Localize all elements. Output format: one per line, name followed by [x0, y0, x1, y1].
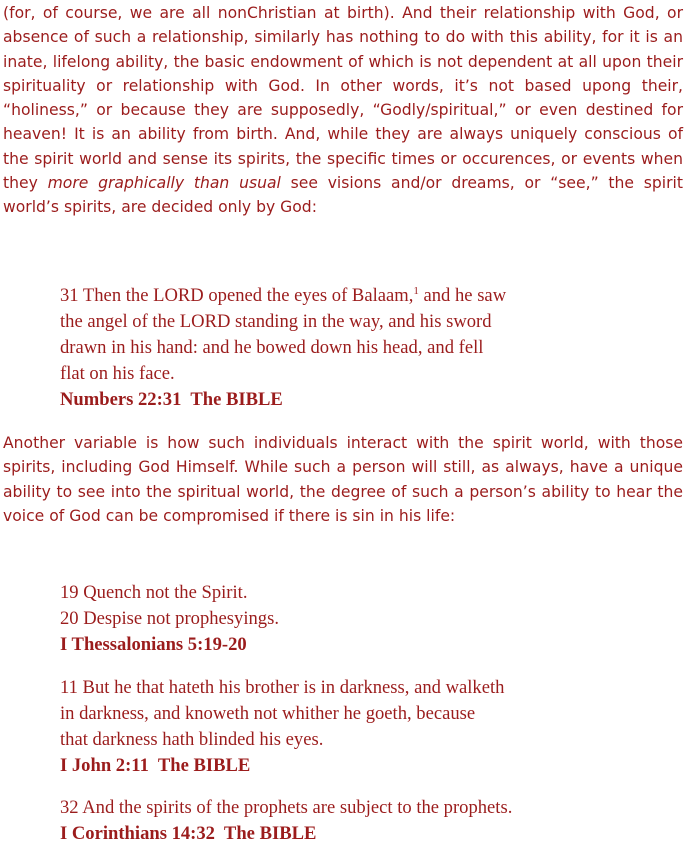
scripture-reference: Numbers 22:31 The BIBLE [60, 389, 283, 410]
quote-line: 11 But he that hateth his brother is in darkness, and walketh [60, 677, 505, 698]
quote-line: 32 And the spirits of the prophets are subject to the prophets. [60, 797, 513, 818]
scripture-quote-thessalonians [60, 580, 660, 658]
quote-line-text: and he saw [418, 285, 507, 306]
paragraph-1-emphasis: more graphically than usual [47, 174, 281, 193]
body-paragraph-1 [3, 1, 683, 220]
quote-line: in darkness, and knoweth not whither he goeth, because [60, 703, 476, 724]
quote-line [60, 283, 660, 309]
quote-line: flat on his face. [60, 363, 175, 384]
scripture-reference: I Thessalonians 5:19-20 [60, 634, 247, 655]
quote-line-text: 31 Then the LORD opened the eyes of Balaam, [60, 285, 414, 306]
scripture-quote-corinthians [60, 795, 660, 847]
quote-line: drawn in his hand: and he bowed down his head, and fell [60, 337, 484, 358]
scripture-reference: I John 2:11 The BIBLE [60, 755, 251, 776]
quote-line: that darkness hath blinded his eyes. [60, 729, 324, 750]
scripture-reference: I Corinthians 14:32 The BIBLE [60, 823, 317, 844]
body-paragraph-2: Another variable is how such individuals interact with the spirit world, with those spirits, including God Himself. While such a person will still, as always, have a unique ability to see into the spiritual world, the degree of such a person’s ability to hear the voice of God can be compromised if there is sin in his life: [3, 434, 683, 525]
paragraph-1-text-a: (for, of course, we are all nonChristian at birth). And their relationship with God, or absence of such a relationship, similarly has nothing to do with this ability, for it is an inate, lifelong ability, the basic endowment of which is not dependent at all upon their spirituality or relationship with God. In other words, it’s not based upong their, “holiness,” or because they are supposedly, “Godly/spiritual,” or even destined for heaven! It is an ability from birth. And, while they are always uniquely conscious of the spirit world and sense its spirits, the specific times or occurences, or events when they [3, 4, 683, 193]
quote-line: 19 Quench not the Spirit. [60, 582, 248, 603]
footnote-marker: 1 [413, 285, 419, 297]
quote-line: the angel of the LORD standing in the way, and his sword [60, 311, 492, 332]
paragraph-1-text-b: see visions and/or dreams, or “see,” the spirit world’s spirits, are decided only by God: [3, 174, 683, 217]
quote-line: 20 Despise not prophesyings. [60, 608, 279, 629]
scripture-quote-numbers [60, 283, 660, 413]
scripture-quote-john [60, 675, 660, 779]
